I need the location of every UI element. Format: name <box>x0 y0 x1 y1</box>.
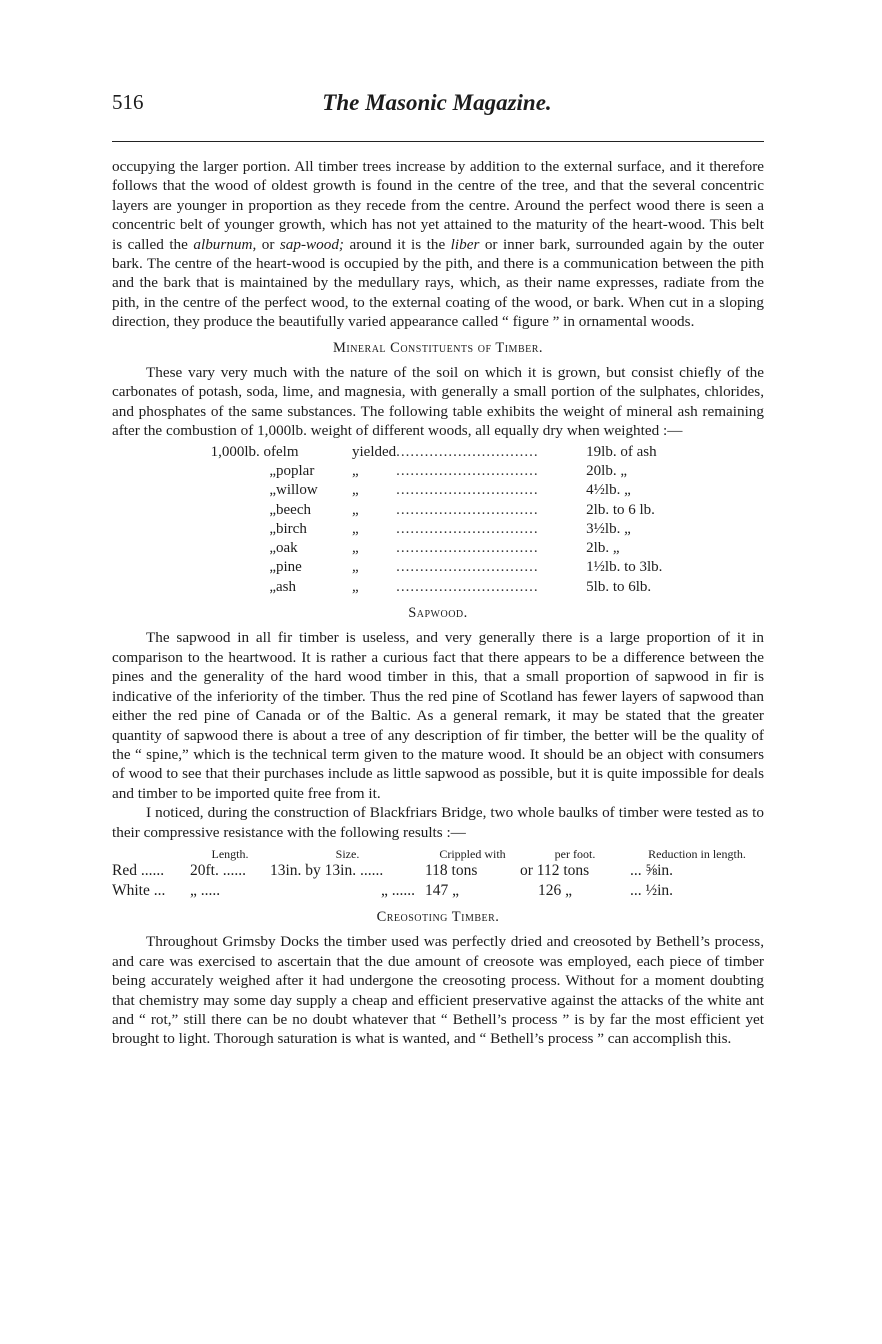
reduction-value: ... ⅝in. <box>630 861 674 879</box>
weight-cell: „ <box>269 482 276 499</box>
intro-text-1: occupying the larger portion. All timber trees increase by addition to the external surface, and it therefore follows that the wood of oldest growth is found in the centre of the tree, and that the several concentric layers are younger in proportion as they recede from the centre. Around the perfect wood there is seen a concentric belt of younger growth, which has not yet attained to the maturity of the heart-wood. This belt is called the <box>112 158 764 253</box>
term-sap-wood: sap-wood; <box>279 235 344 253</box>
timber-name: White ... <box>112 881 166 899</box>
wood-cell: pine <box>276 559 302 576</box>
verb-cell: „ <box>352 462 359 479</box>
leader-dots: .............................. <box>396 578 539 595</box>
heading-mineral: Mineral Constituents of Timber. <box>332 339 544 356</box>
leader-dots: .............................. <box>396 540 539 557</box>
weight-cell: „ <box>269 462 276 479</box>
ash-table-row <box>112 481 764 500</box>
heading-creosoting: Creosoting Timber. <box>376 908 500 925</box>
col-reduction: Reduction in length. <box>648 846 746 861</box>
ash-table-row <box>112 443 764 462</box>
ash-table <box>112 443 764 597</box>
heading-sapwood: Sapwood. <box>408 605 468 622</box>
wood-cell: birch <box>276 520 307 537</box>
ash-table-row <box>112 501 764 520</box>
article-body <box>112 157 764 1049</box>
leader-dots: .............................. <box>396 501 539 518</box>
col-crippled: Crippled with <box>439 846 506 861</box>
ash-table-row <box>112 558 764 577</box>
ash-table-row <box>112 462 764 481</box>
per-foot-value: 126 „ <box>538 881 573 899</box>
size-value: „ ...... <box>380 881 415 899</box>
crippled-value: 147 „ <box>425 881 460 899</box>
intro-text-4: or inner bark, surrounded again by the outer bark. The centre of the heart-wood is occupied by the pith, and there is a communication between the pith and the bark that is maintained by the medullary rays, which, as their name expresses, radiate from the pith, in the centre of the perfect wood, to the external coating of the wood, or bark. When cut in a sloping direction, they produce the beautifully varied appearance called “ figure ” in ornamental woods. <box>112 235 764 331</box>
results-table <box>112 848 764 901</box>
leader-dots: .............................. <box>396 559 539 576</box>
ash-table-row <box>112 539 764 558</box>
length-value: 20ft. ...... <box>190 861 246 879</box>
sapwood-paragraph-2: I noticed, during the construction of Blackfriars Bridge, two whole baulks of timber were tested as to their compressive resistance with the following results :— <box>112 804 764 841</box>
length-value: „ ..... <box>190 881 221 899</box>
wood-cell: willow <box>276 482 318 499</box>
result-cell: 20lb. „ <box>586 462 627 479</box>
col-per-foot: per foot. <box>554 846 596 861</box>
result-cell: 4½lb. „ <box>586 482 631 499</box>
leader-dots: .............................. <box>396 443 539 460</box>
col-length: Length. <box>211 846 249 861</box>
magazine-title: The Masonic Magazine. <box>322 90 552 115</box>
timber-name: Red ...... <box>112 861 165 879</box>
weight-cell: „ <box>269 501 276 518</box>
term-alburnum: alburnum, <box>193 235 257 253</box>
intro-text-2: or <box>256 235 280 253</box>
result-cell: 3½lb. „ <box>586 520 631 537</box>
verb-cell: „ <box>352 501 359 518</box>
page-number: 516 <box>112 90 144 114</box>
weight-cell: „ <box>269 559 276 576</box>
verb-cell: „ <box>352 540 359 557</box>
wood-cell: oak <box>276 540 298 557</box>
leader-dots: .............................. <box>396 520 539 537</box>
results-row <box>112 861 764 881</box>
sapwood-paragraph-1: The sapwood in all fir timber is useless, and very generally there is a large proportion of it in comparison to the heartwood. It is rather a curious fact that there appears to be a difference between the pines and the generality of the hard wood timber in this, that a small proportion of sapwood in fir is indicative of the inferiority of the timber. Thus the red pine of Scotland has fewer layers of sapwood than either the red pine of Canada or of the Baltic. As a general remark, it may be stated that the greater quantity of sapwood there is about a tree of any description of fir timber, the better will be the quality of the “ spine,” which is the technical term given to the mature wood. It should be an object with consumers of wood to see that their purchases include as little sapwood as possible, but it is quite impossible for deals and timber to be imported quite free from it. <box>112 629 764 802</box>
mineral-paragraph: These vary very much with the nature of the soil on which it is grown, but consist chiefly of the carbonates of potash, soda, lime, and magnesia, with generally a small portion of the sulphates, chlorides, and phosphates of the same substances. The following table exhibits the weight of mineral ash remaining after the combustion of 1,000lb. weight of different woods, all equally dry when weighted :— <box>112 364 764 440</box>
size-value: 13in. by 13in. ...... <box>270 861 384 879</box>
verb-cell: „ <box>352 520 359 537</box>
weight-cell: „ <box>269 520 276 537</box>
ash-table-row <box>112 578 764 597</box>
verb-cell: „ <box>352 578 359 595</box>
results-row <box>112 881 764 901</box>
per-foot-value: or 112 tons <box>520 861 590 879</box>
wood-cell: elm <box>276 443 299 460</box>
verb-cell: „ <box>352 559 359 576</box>
verb-cell: yielded <box>352 443 397 460</box>
wood-cell: ash <box>276 578 296 595</box>
wood-cell: beech <box>276 501 311 518</box>
leader-dots: .............................. <box>396 482 539 499</box>
result-cell: 2lb. to 6 lb. <box>586 501 655 518</box>
ash-table-row <box>112 520 764 539</box>
result-cell: 19lb. of ash <box>586 443 657 460</box>
col-size: Size. <box>335 846 360 861</box>
result-cell: 5lb. to 6lb. <box>586 578 652 595</box>
crippled-value: 118 tons <box>425 861 478 879</box>
page-header <box>112 90 762 126</box>
creosoting-paragraph: Throughout Grimsby Docks the timber used was perfectly dried and creosoted by Bethell’s process, and care was exercised to ascertain that the due amount of creosote was employed, each piece of timber being accurately weighed after it had undergone the creosoting process. Without for a moment doubting that chemistry may some day supply a cheap and efficient preservative against the attacks of the white ant and “ rot,” still there can be no doubt whatever that “ Bethell’s process ” is by far the most efficient yet brought to light. Thorough saturation is what is wanted, and “ Bethell’s process ” can accomplish this. <box>112 933 764 1048</box>
result-cell: 1½lb. to 3lb. <box>586 559 663 576</box>
reduction-value: ... ½in. <box>630 881 674 899</box>
weight-cell: „ <box>269 540 276 557</box>
verb-cell: „ <box>352 482 359 499</box>
leader-dots: .............................. <box>396 462 539 479</box>
intro-paragraph <box>112 157 764 332</box>
header-rule <box>112 141 764 142</box>
intro-text-3: around it is the <box>343 235 451 253</box>
wood-cell: poplar <box>276 462 315 479</box>
weight-cell: „ <box>269 578 276 595</box>
results-header-row <box>112 848 764 861</box>
term-liber: liber <box>450 235 480 253</box>
weight-cell: 1,000lb. of <box>210 443 276 460</box>
result-cell: 2lb. „ <box>586 540 620 557</box>
